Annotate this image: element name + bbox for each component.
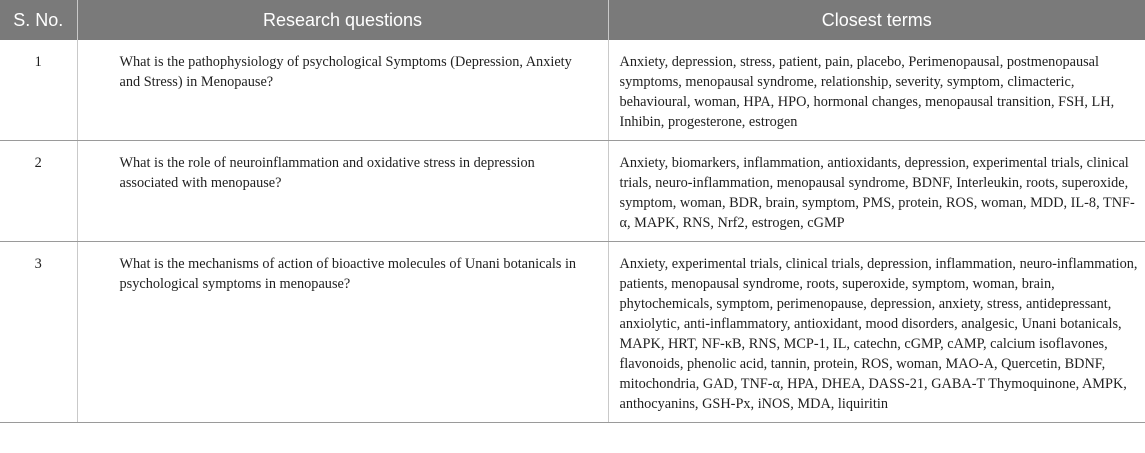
header-sno: S. No. bbox=[0, 0, 77, 40]
header-closest-terms: Closest terms bbox=[608, 0, 1145, 40]
row-sno: 3 bbox=[0, 242, 77, 423]
table-row bbox=[0, 141, 1145, 242]
row-question: What is the role of neuroinflammation and oxidative stress in depression associated with menopause? bbox=[77, 141, 608, 242]
header-row bbox=[0, 0, 1145, 40]
row-terms: Anxiety, experimental trials, clinical trials, depression, inflammation, neuro-inflammation, patients, menopausal syndrome, roots, superoxide, symptom, woman, brain, phytochemicals, symptom, perimenopause, depression, anxiety, stress, antidepressant, anxiolytic, anti-inflammatory, antioxidant, mood disorders, analgesic, Unani botanicals, MAPK, HRT, NF-κB, RNS, MCP-1, IL, catechn, cGMP, cAMP, calcium isoflavones, flavonoids, phenolic acid, tannin, protein, ROS, woman, MAO-A, Quercetin, BDNF, mitochondria, GAD, TNF-α, HPA, DHEA, DASS-21, GABA-T Thymoquinone, AMPK, anthocyanins, GSH-Px, iNOS, MDA, liquiritin bbox=[608, 242, 1145, 423]
table-row bbox=[0, 242, 1145, 423]
row-sno: 1 bbox=[0, 40, 77, 141]
row-terms: Anxiety, depression, stress, patient, pain, placebo, Perimenopausal, postmenopausal symptoms, menopausal syndrome, relationship, severity, symptom, climacteric, behavioural, woman, HPA, HPO, hormonal changes, menopausal transition, FSH, LH, Inhibin, progesterone, estrogen bbox=[608, 40, 1145, 141]
table-row bbox=[0, 40, 1145, 141]
row-sno: 2 bbox=[0, 141, 77, 242]
row-question: What is the pathophysiology of psychological Symptoms (Depression, Anxiety and Stress) in Menopause? bbox=[77, 40, 608, 141]
table-header bbox=[0, 0, 1145, 40]
table-body bbox=[0, 40, 1145, 423]
header-research-questions: Research questions bbox=[77, 0, 608, 40]
row-terms: Anxiety, biomarkers, inflammation, antioxidants, depression, experimental trials, clinical trials, neuro-inflammation, menopausal syndrome, BDNF, Interleukin, roots, superoxide, symptom, woman, BDR, brain, symptom, PMS, protein, ROS, woman, MDD, IL-8, TNF-α, MAPK, RNS, Nrf2, estrogen, cGMP bbox=[608, 141, 1145, 242]
row-question: What is the mechanisms of action of bioactive molecules of Unani botanicals in psychological symptoms in menopause? bbox=[77, 242, 608, 423]
